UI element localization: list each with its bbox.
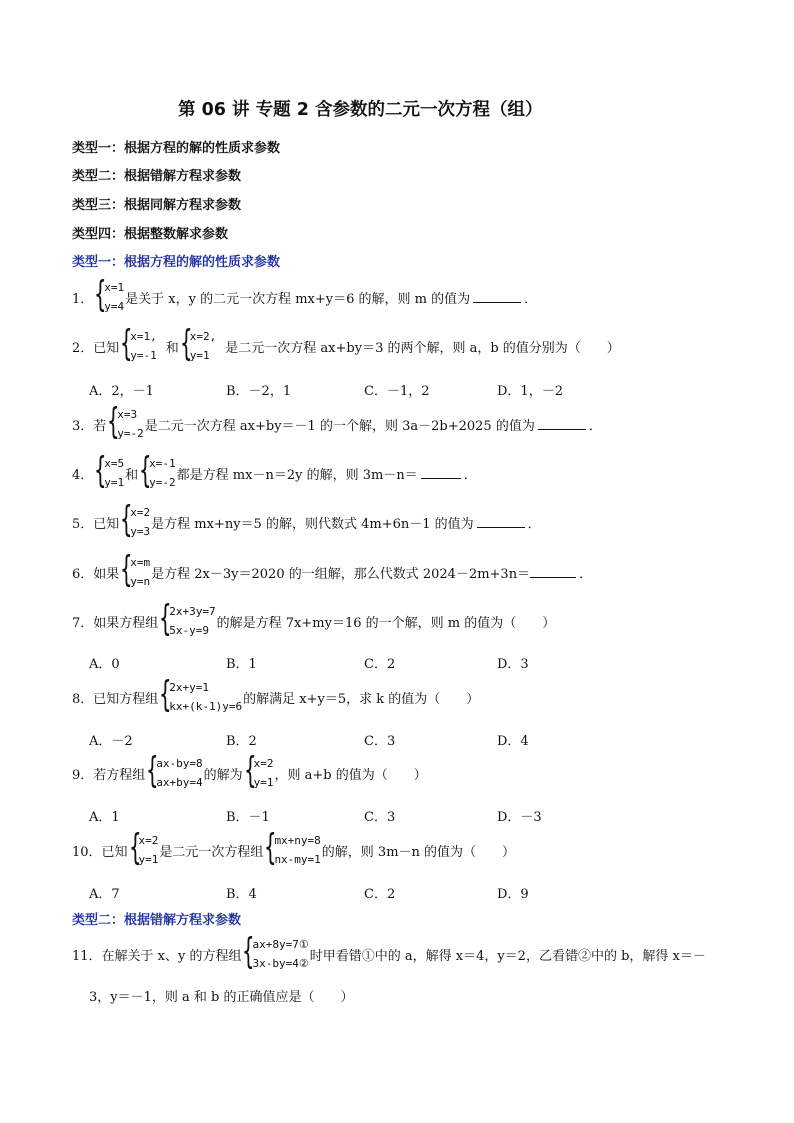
type-list-1: 类型一：根据方程的解的性质求参数	[72, 141, 281, 156]
q11-text: 时甲看错①中的 a，解得 x＝4，y＝2，乙看错②中的 b，解得 x＝－	[309, 948, 706, 964]
section-heading-2: 类型二：根据错解方程求参数	[72, 913, 242, 928]
brace-icon: {	[243, 750, 257, 791]
q10-option-c[interactable]: C．2	[364, 887, 396, 902]
brace-icon: {	[146, 750, 159, 791]
q3-number: 3．若	[72, 418, 107, 434]
brace-icon: {	[264, 827, 278, 868]
question-4	[72, 450, 477, 492]
q10-option-a[interactable]: A．7	[89, 887, 120, 902]
q5-number: 5．已知	[72, 516, 120, 532]
sys-line: x=2	[253, 757, 274, 770]
sys-line: y=n	[130, 575, 151, 588]
q6-number: 6．如果	[72, 566, 120, 582]
q5-system	[120, 499, 151, 541]
sys-line: y=1	[104, 476, 125, 489]
q7-option-c[interactable]: C．2	[364, 657, 396, 672]
q8-system	[159, 674, 243, 716]
sys-line: y=1	[138, 853, 159, 866]
q8-text: 的解满足 x+y＝5，求 k 的值为（ ）	[243, 691, 480, 707]
sys-line: y=1	[253, 776, 274, 789]
sys-line: y=-1	[130, 349, 157, 362]
q11-number: 11．在解关于 x、y 的方程组	[72, 948, 242, 964]
q2-system-2	[179, 323, 217, 365]
q7-number: 7．如果方程组	[72, 615, 159, 631]
q7-option-b[interactable]: B．1	[226, 657, 257, 672]
q3-end: ．	[588, 418, 602, 434]
sys-line: y=-2	[149, 476, 176, 489]
page-title: 第 06 讲 专题 2 含参数的二元一次方程（组）	[178, 100, 543, 120]
sys-line: nx-my=1	[274, 853, 321, 866]
q10-text: 的解，则 3m－n 的值为（ ）	[321, 844, 516, 860]
q5-text: 是方程 mx+ny＝5 的解，则代数式 4m+6n－1 的值为	[151, 516, 474, 532]
q3-text: 是二元一次方程 ax+by＝－1 的一个解，则 3a－2b+2025 的值为	[144, 418, 535, 434]
q11-system	[242, 931, 309, 973]
q9-option-d[interactable]: D．－3	[497, 810, 542, 825]
q7-system	[159, 598, 216, 640]
q4-system-1	[94, 450, 125, 492]
q1-system	[94, 274, 125, 316]
q10-system-1	[128, 827, 159, 869]
sys-line: x=2,	[189, 330, 217, 343]
q7-option-a[interactable]: A．0	[89, 657, 120, 672]
answer-blank	[421, 468, 461, 479]
q2-option-c[interactable]: C．－1，2	[364, 384, 430, 399]
sys-line: ax+by=4	[156, 776, 203, 789]
sys-line: x=-1	[149, 457, 176, 470]
brace-icon: {	[242, 931, 256, 972]
brace-icon: {	[107, 401, 120, 442]
sys-line: ax-by=8	[156, 757, 203, 770]
sys-line: y=1	[189, 349, 210, 362]
q10-mid: 是二元一次方程组	[159, 844, 264, 860]
q1-end: ．	[524, 291, 538, 307]
question-3	[72, 401, 602, 443]
answer-blank	[477, 517, 525, 528]
question-9	[72, 750, 427, 792]
answer-blank	[530, 567, 576, 578]
brace-icon: {	[120, 549, 133, 590]
sys-line: 2x+3y=7	[169, 605, 216, 618]
q11-line-2: 3，y＝－1，则 a 和 b 的正确值应是（ ）	[89, 990, 354, 1005]
q8-option-a[interactable]: A．－2	[89, 734, 133, 749]
brace-icon: {	[179, 323, 193, 364]
question-5	[72, 499, 541, 541]
question-10	[72, 827, 516, 869]
question-8	[72, 674, 480, 716]
sys-line: x=3	[117, 408, 138, 421]
type-list-4: 类型四：根据整数解求参数	[72, 227, 229, 242]
q9-text: ，则 a+b 的值为（ ）	[274, 767, 427, 783]
sys-line: y=4	[104, 300, 125, 313]
q2-option-d[interactable]: D．1，－2	[497, 384, 563, 399]
q8-option-b[interactable]: B．2	[226, 734, 257, 749]
q7-text: 的解是方程 7x+my＝16 的一个解，则 m 的值为（ ）	[216, 615, 556, 631]
q1-text: 是关于 x，y 的二元一次方程 mx+y＝6 的解，则 m 的值为	[125, 291, 471, 307]
q10-system-2	[264, 827, 321, 869]
q4-number: 4．	[72, 467, 94, 483]
q9-system-2	[243, 750, 274, 792]
q4-end: ．	[463, 467, 477, 483]
q2-option-a[interactable]: A．2，－1	[89, 384, 154, 399]
type-list-3: 类型三：根据同解方程求参数	[72, 198, 242, 213]
sys-line: 2x+y=1	[169, 681, 210, 694]
q8-option-c[interactable]: C．3	[364, 734, 396, 749]
section-heading-1: 类型一：根据方程的解的性质求参数	[72, 255, 281, 270]
q2-system-1	[120, 323, 157, 365]
q4-mid: 和	[125, 467, 139, 483]
sys-line: x=1,	[130, 330, 157, 343]
question-2	[72, 323, 620, 365]
q4-text: 都是方程 mx－n＝2y 的解，则 3m－n＝	[176, 467, 418, 483]
brace-icon: {	[120, 323, 133, 364]
question-1	[72, 274, 538, 316]
sys-line: x=m	[130, 556, 151, 569]
q2-text: 是二元一次方程 ax+by＝3 的两个解，则 a，b 的值分别为（ ）	[225, 340, 620, 356]
sys-line: x=2	[130, 506, 151, 519]
question-7	[72, 598, 556, 640]
q5-end: ．	[527, 516, 541, 532]
brace-icon: {	[159, 674, 172, 715]
q10-number: 10．已知	[72, 844, 128, 860]
sys-line: y=3	[130, 525, 151, 538]
answer-blank	[473, 292, 521, 303]
q3-system	[107, 401, 144, 443]
q7-option-d[interactable]: D．3	[497, 657, 529, 672]
q8-number: 8．已知方程组	[72, 691, 159, 707]
q9-option-b[interactable]: B．－1	[226, 810, 270, 825]
brace-icon: {	[139, 450, 152, 491]
q6-end: ．	[579, 566, 593, 582]
q6-text: 是方程 2x－3y＝2020 的一组解，那么代数式 2024－2m+3n＝	[151, 566, 531, 582]
q9-system-1	[146, 750, 203, 792]
q10-option-d[interactable]: D．9	[497, 887, 529, 902]
q2-option-b[interactable]: B．－2，1	[226, 384, 292, 399]
question-6	[72, 549, 593, 591]
sys-line: 3x-by=4②	[252, 957, 309, 970]
sys-line: kx+(k-1)y=6	[169, 700, 243, 713]
q6-system	[120, 549, 151, 591]
q9-option-c[interactable]: C．3	[364, 810, 396, 825]
sys-line: ax+8y=7①	[252, 938, 309, 951]
brace-icon: {	[94, 274, 107, 315]
brace-icon: {	[94, 450, 107, 491]
q2-number: 2．已知	[72, 340, 120, 356]
q10-option-b[interactable]: B．4	[226, 887, 257, 902]
sys-line: x=2	[138, 834, 159, 847]
answer-blank	[538, 419, 586, 430]
sys-line: y=-2	[117, 427, 144, 440]
type-list-2: 类型二：根据错解方程求参数	[72, 169, 242, 184]
q9-mid: 的解为	[203, 767, 243, 783]
q9-option-a[interactable]: A．1	[89, 810, 120, 825]
q4-system-2	[139, 450, 176, 492]
sys-line: 5x-y=9	[169, 624, 210, 637]
q8-option-d[interactable]: D．4	[497, 734, 529, 749]
brace-icon: {	[159, 598, 172, 639]
sys-line: mx+ny=8	[274, 834, 321, 847]
sys-line: x=5	[104, 457, 125, 470]
q1-number: 1．	[72, 291, 94, 307]
q9-number: 9．若方程组	[72, 767, 146, 783]
q2-mid: 和	[165, 340, 179, 356]
sys-line: x=1	[104, 281, 125, 294]
brace-icon: {	[128, 827, 142, 868]
question-11	[72, 931, 706, 973]
brace-icon: {	[120, 499, 133, 540]
